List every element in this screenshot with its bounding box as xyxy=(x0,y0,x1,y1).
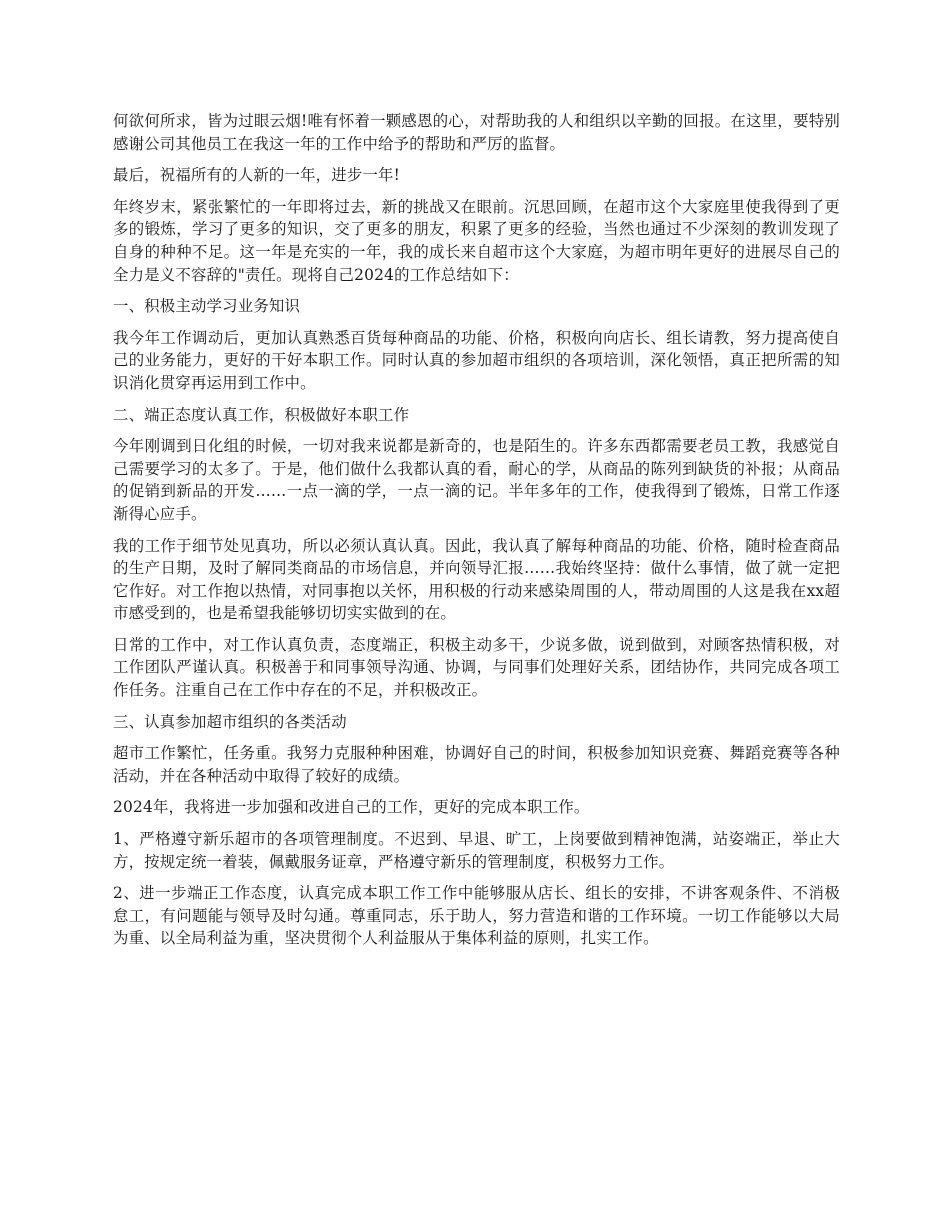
paragraph-intro: 年终岁末，紧张繁忙的一年即将过去，新的挑战又在眼前。沉思回顾，在超市这个大家庭里使我得到了更多的锻炼，学习了更多的知识，交了更多的朋友，积累了更多的经验，当然也通过不少深刻的教训发现了自身的种种不足。这一年是充实的一年，我的成长来自超市这个大家庭，为超市明年更好的进展尽自己的全力是义不容辞的"责任。现将自己2024的工作总结如下： xyxy=(113,197,840,284)
paragraph-activities: 超市工作繁忙，任务重。我努力克服种种困难，协调好自己的时间，积极参加知识竞赛、舞蹈竞赛等各种活动，并在各种活动中取得了较好的成绩。 xyxy=(113,744,840,785)
paragraph-plan-intro: 2024年，我将进一步加强和改进自己的工作，更好的完成本职工作。 xyxy=(113,798,590,817)
section-heading-2: 二、端正态度认真工作，积极做好本职工作 xyxy=(113,405,410,424)
paragraph-blessing: 最后，祝福所有的人新的一年，进步一年! xyxy=(113,166,401,185)
paragraph-plan-item-2: 2、进一步端正工作态度，认真完成本职工作工作中能够服从店长、组长的安排，不讲客观条件、不消极怠工，有问题能与领导及时勾通。尊重同志，乐于助人，努力营造和谐的工作环境。一切工作能够以大局为重、以全局利益为重，坚决贯彻个人利益服从于集体利益的原则，扎实工作。 xyxy=(113,884,840,948)
paragraph-gratitude: 何欲何所求，皆为过眼云烟!唯有怀着一颗感恩的心，对帮助我的人和组织以辛勤的回报。在这里，要特别感谢公司其他员工在我这一年的工作中给予的帮助和严厉的监督。 xyxy=(113,112,840,153)
paragraph-daily-work: 日常的工作中，对工作认真负责，态度端正，积极主动多干，少说多做，说到做到，对顾客热情积极，对工作团队严谨认真。积极善于和同事领导沟通、协调，与同事们处理好关系，团结协作，共同完成各项工作任务。注重自己在工作中存在的不足，并积极改正。 xyxy=(113,635,840,700)
document-page xyxy=(113,110,840,959)
section-heading-1: 一、积极主动学习业务知识 xyxy=(113,297,301,316)
paragraph-plan-item-1: 1、严格遵守新乐超市的各项管理制度。不迟到、早退、旷工，上岗要做到精神饱满，站姿端正，举止大方，按规定统一着装，佩戴服务证章，严格遵守新乐的管理制度，积极努力工作。 xyxy=(113,830,840,871)
paragraph-study: 我今年工作调动后，更加认真熟悉百货每种商品的功能、价格，积极向向店长、组长请教，努力提高使自己的业务能力，更好的干好本职工作。同时认真的参加超市组织的各项培训，深化领悟，真正把所需的知识消化贯穿再运用到工作中。 xyxy=(113,328,840,392)
paragraph-details: 我的工作于细节处见真功，所以必须认真认真。因此，我认真了解每种商品的功能、价格，随时检查商品的生产日期，及时了解同类商品的市场信息，并向领导汇报……我始终坚持：做什么事情，做了就一定把它作好。对工作抱以热情，对同事抱以关怀，用积极的行动来感染周围的人，带动周围的人这是我在xx超市感受到的，也是希望我能够切切实实做到的在。 xyxy=(113,536,840,623)
section-heading-3: 三、认真参加超市组织的各类活动 xyxy=(113,712,347,731)
paragraph-new-role: 今年刚调到日化组的时候，一切对我来说都是新奇的，也是陌生的。许多东西都需要老员工教，我感觉自己需要学习的太多了。于是，他们做什么我都认真的看，耐心的学，从商品的陈列到缺货的补报；从商品的促销到新品的开发……一点一滴的学，一点一滴的记。半年多年的工作，使我得到了锻炼，日常工作逐渐得心应手。 xyxy=(113,437,840,523)
